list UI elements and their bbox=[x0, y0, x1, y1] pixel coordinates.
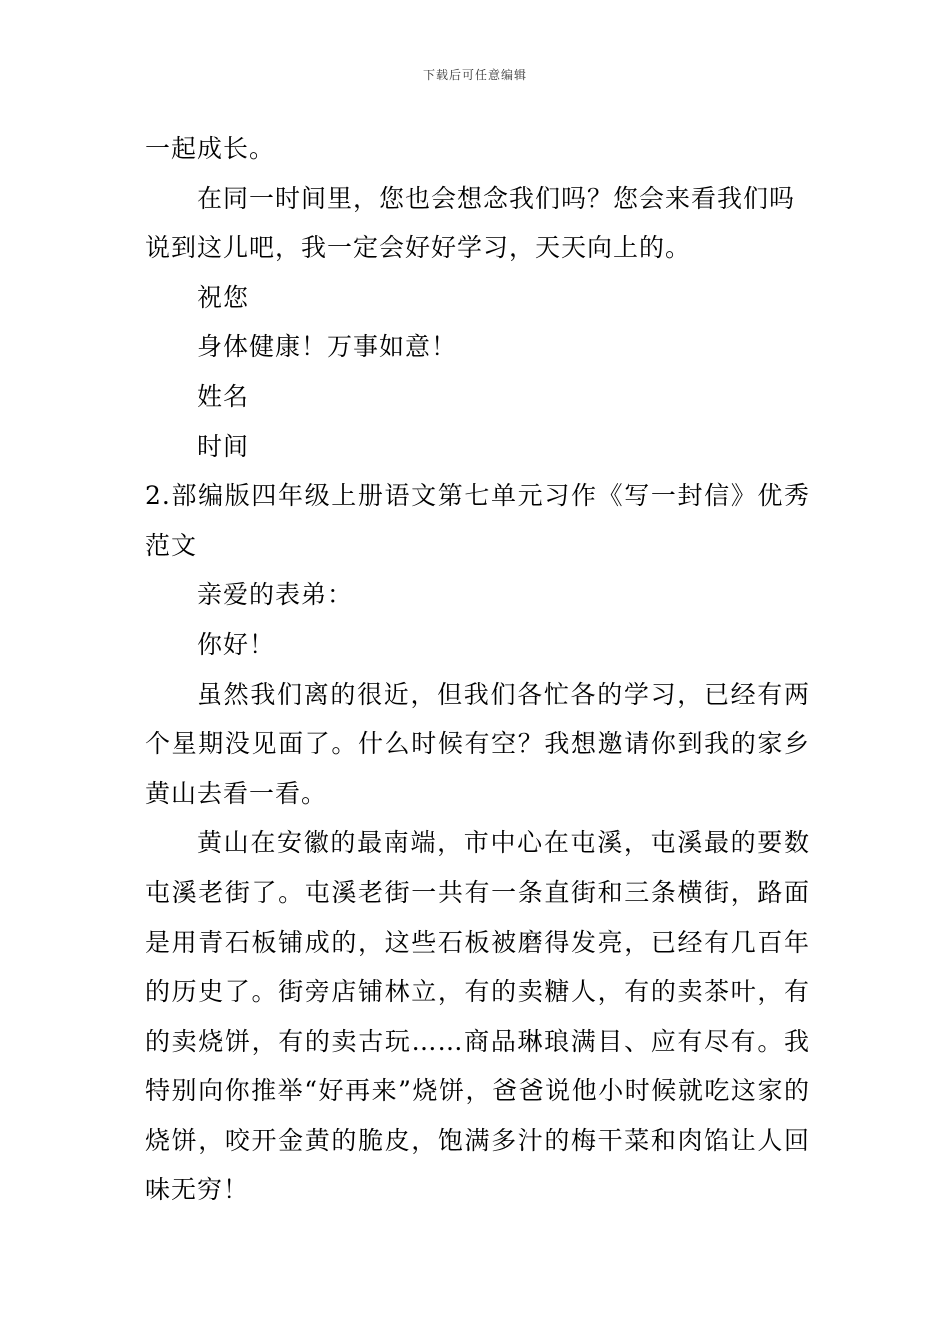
paragraph-continuation: 一起成长。 bbox=[145, 134, 276, 163]
paragraph-old-street: 黄山在安徽的最南端，市中心在屯溪，屯溪最的要数屯溪老街了。屯溪老街一共有一条直街和三条横街，路面是用青石板铺成的，这些石板被磨得发亮，已经有几百年的历史了。街旁店铺林立，有的卖糖人，有的卖茶叶，有的卖烧饼，有的卖古玩……商品琳琅满目、应有尽有。我特别向你推举“好再来”烧饼，爸爸说他小时候就吃这家的烧饼，咬开金黄的脆皮，饱满多汁的梅干菜和肉馅让人回味无穷！ bbox=[145, 828, 810, 1205]
paragraph-invitation: 虽然我们离的很近，但我们各忙各的学习，已经有两个星期没见面了。什么时候有空？我想邀请你到我的家乡黄山去看一看。 bbox=[145, 679, 810, 808]
letter-greeting: 亲爱的表弟： bbox=[197, 580, 354, 610]
salutation-blessing: 身体健康！万事如意！ bbox=[197, 332, 458, 362]
signature-date: 时间 bbox=[197, 431, 250, 461]
paragraph-question: 在同一时间里，您也会想念我们吗？您会来看我们吗 bbox=[197, 183, 796, 213]
paragraph-closing: 说到这儿吧，我一定会好好学习，天天向上的。 bbox=[145, 233, 692, 263]
salutation-wish: 祝您 bbox=[197, 282, 250, 312]
signature-name: 姓名 bbox=[197, 381, 250, 411]
document-body bbox=[145, 124, 810, 1215]
page-header: 下载后可任意编辑 bbox=[422, 68, 527, 82]
section-heading: 2.部编版四年级上册语文第七单元习作《写一封信》优秀范文 bbox=[145, 481, 810, 560]
letter-hello: 你好！ bbox=[197, 629, 276, 659]
